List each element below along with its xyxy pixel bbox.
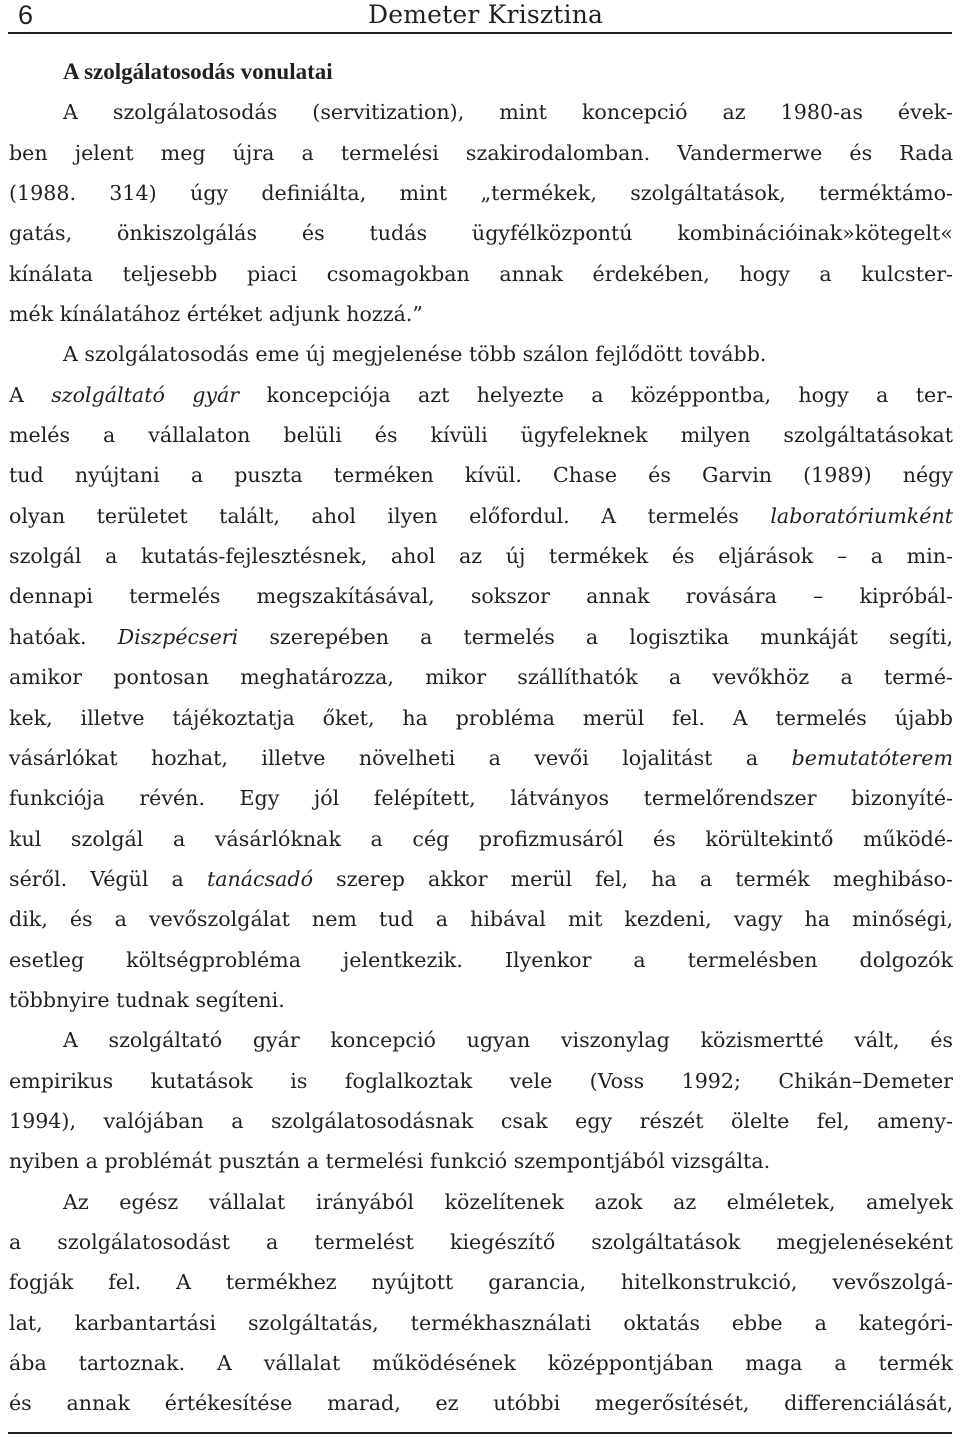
text-run: olyan területet talált, ahol ilyen előfordul. A termelés: [9, 503, 771, 528]
italic-term: Diszpécseri: [117, 624, 239, 649]
text-line: ába tartoznak. A vállalat működésének középpontjában maga a termék: [9, 1351, 953, 1375]
text-line: többnyire tudnak segíteni.: [9, 987, 285, 1012]
text-line: A szolgáltató gyár koncepció ugyan viszonylag közismertté vált, és: [63, 1028, 953, 1053]
text-line: kul szolgál a vásárlóknak a cég profizmusáról és körültekintő működé-: [9, 826, 953, 851]
text-run: szerepében a termelés a logisztika munkáját segíti,: [238, 624, 953, 649]
text-line: kek, illetve tájékoztatja őket, ha probléma merül fel. A termelés újabb: [9, 705, 953, 730]
text-line: A szolgálatosodás eme új megjelenése több szálon fejlődött tovább.: [63, 342, 767, 367]
text-line: [9, 738, 953, 778]
running-head-author: Demeter Krisztina: [368, 0, 604, 29]
text-run: hatóak.: [9, 624, 118, 649]
text-line: tud nyújtani a puszta terméken kívül. Chase és Garvin (1989) négy: [9, 463, 953, 488]
text-run: A: [9, 382, 52, 407]
footer-rule: [8, 1432, 952, 1434]
text-run: koncepciója azt helyezte a középpontba, hogy a ter-: [239, 382, 953, 407]
text-line: funkciója révén. Egy jól felépített, látványos termelőrendszer bizonyíté-: [9, 786, 953, 811]
page-header: [8, 0, 952, 34]
section-heading: A szolgálatosodás vonulatai: [63, 59, 333, 84]
text-line: [9, 496, 953, 536]
text-run: vásárlókat hozhat, illetve növelheti a vevői lojalitást a: [9, 745, 792, 770]
text-line: (1988. 314) úgy definiálta, mint „termékek, szolgáltatások, terméktámo-: [9, 181, 953, 206]
italic-term: tanácsadó: [206, 866, 314, 891]
text-line: amikor pontosan meghatározza, mikor szállíthatók a vevőkhöz a termé-: [9, 665, 953, 690]
text-line: empirikus kutatások is foglalkoztak vele (Voss 1992; Chikán–Demeter: [9, 1068, 953, 1093]
text-line: nyiben a problémát pusztán a termelési funkció szempontjából vizsgálta.: [9, 1149, 771, 1174]
text-line: mék kínálatához értéket adjunk hozzá.”: [9, 302, 423, 327]
text-run: séről. Végül a: [9, 866, 207, 891]
text-line: dik, és a vevőszolgálat nem tud a hibával mit kezdeni, vagy ha minőségi,: [9, 907, 953, 932]
text-line: és annak értékesítése marad, ez utóbbi megerősítését, differenciálását,: [9, 1391, 953, 1416]
text-line: Az egész vállalat irányából közelítenek azok az elméletek, amelyek: [63, 1189, 953, 1214]
italic-term: szolgáltató gyár: [51, 382, 240, 407]
text-run: szerep akkor merül fel, ha a termék meghibáso-: [313, 866, 953, 891]
text-line: esetleg költségprobléma jelentkezik. Ilyenkor a termelésben dolgozók: [9, 947, 953, 972]
text-line: 1994), valójában a szolgálatosodásnak csak egy részét ölelte fel, ameny-: [9, 1108, 953, 1133]
text-line: kínálata teljesebb piaci csomagokban annak érdekében, hogy a kulcster-: [9, 261, 953, 286]
text-line: [9, 375, 953, 415]
text-line: fogják fel. A termékhez nyújtott garancia, hitelkonstrukció, vevőszolgá-: [9, 1270, 953, 1295]
text-line: a szolgálatosodást a termelést kiegészítő szolgáltatások megjelenéseként: [9, 1229, 953, 1254]
text-line: melés a vállalaton belüli és kívüli ügyfeleknek milyen szolgáltatásokat: [9, 423, 953, 448]
text-line: [9, 617, 953, 657]
page-number: 6: [18, 0, 34, 30]
body-text: [9, 52, 953, 1424]
text-line: szolgál a kutatás-fejlesztésnek, ahol az új termékek és eljárások – a min-: [9, 544, 953, 569]
text-line: [9, 859, 953, 899]
italic-term: laboratóriumként: [770, 503, 953, 528]
text-line: lat, karbantartási szolgáltatás, termékhasználati oktatás ebbe a kategóri-: [9, 1310, 953, 1335]
text-line: gatás, önkiszolgálás és tudás ügyfélközpontú kombinációinak»kötegelt«: [9, 221, 953, 246]
text-line: ben jelent meg újra a termelési szakirodalomban. Vandermerwe és Rada: [9, 140, 953, 165]
italic-term: bemutatóterem: [791, 745, 953, 770]
text-line: dennapi termelés megszakításával, sokszor annak rovására – kipróbál-: [9, 584, 953, 609]
text-line: A szolgálatosodás (servitization), mint koncepció az 1980-as évek-: [63, 100, 953, 125]
